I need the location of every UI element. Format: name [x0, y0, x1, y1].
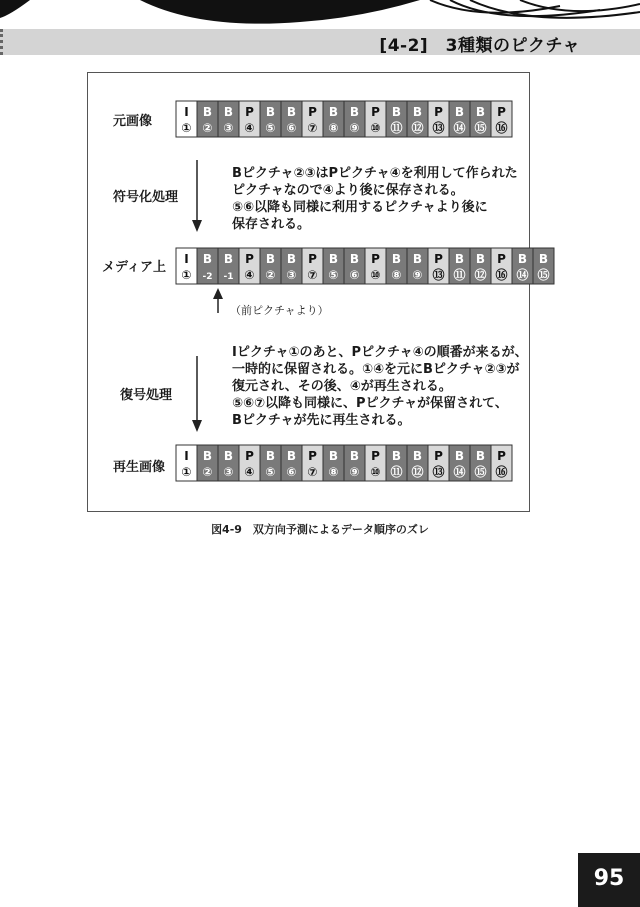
media-frame-number: ⑫: [474, 268, 487, 282]
original-frame-type: P: [308, 105, 317, 119]
original-frame-number: ③: [223, 121, 234, 135]
original-frame-16: [491, 101, 512, 137]
original-frame-number: ⑪: [390, 121, 403, 135]
media-frame-type: P: [245, 252, 254, 266]
encode-explanation: [232, 165, 518, 233]
media-frame-18: [533, 248, 554, 284]
strip-original: [175, 100, 520, 138]
original-frame-type: I: [184, 105, 189, 119]
original-frame-type: B: [223, 105, 234, 119]
playback-frame-type: I: [184, 449, 189, 463]
original-frame-number: ⑬: [432, 121, 445, 135]
media-frame-type: B: [412, 252, 423, 266]
playback-frame-number: ⑫: [411, 465, 424, 479]
playback-frame-number: ⑥: [286, 465, 297, 479]
label-media: メディア上: [102, 260, 166, 275]
media-frame-number: ⑧: [391, 268, 402, 282]
playback-frame-type: P: [371, 449, 380, 463]
original-frame-number: ⑥: [286, 121, 297, 135]
media-frame-type: B: [265, 252, 276, 266]
original-frame-number: ②: [202, 121, 213, 135]
playback-frame-number: ⑬: [432, 465, 445, 479]
media-frame-type: P: [308, 252, 317, 266]
media-frame-number: ⑮: [537, 268, 550, 282]
header-decoration: [0, 0, 640, 28]
media-frame-number: ②: [265, 268, 276, 282]
media-frame-number: ⑭: [516, 268, 529, 282]
original-frame-2: [197, 101, 218, 137]
playback-frame-number: ②: [202, 465, 213, 479]
playback-frame-type: P: [308, 449, 317, 463]
media-frame-number: ⑩: [370, 268, 381, 282]
playback-frame-10: [365, 445, 386, 481]
media-frame-type: I: [184, 252, 189, 266]
strip-media: [175, 247, 555, 285]
prev-picture-note: （前ピクチャより）: [230, 304, 329, 317]
media-frame-1: [176, 248, 197, 284]
playback-frame-type: P: [245, 449, 254, 463]
original-frame-8: [323, 101, 344, 137]
media-frame-11: [386, 248, 407, 284]
frame-strip-media: [175, 247, 555, 285]
media-frame-14: [449, 248, 470, 284]
original-frame-number: ⑦: [307, 121, 318, 135]
decode-line: Iピクチャ①のあと、Pピクチャ④の順番が来るが、: [232, 345, 528, 360]
page-number: 95: [593, 866, 625, 891]
media-frame-16: [491, 248, 512, 284]
playback-frame-number: ⑪: [390, 465, 403, 479]
playback-frame-15: [470, 445, 491, 481]
playback-frame-5: [260, 445, 281, 481]
playback-frame-3: [218, 445, 239, 481]
encode-line: ⑤⑥以降も同様に利用するピクチャより後に: [232, 200, 488, 215]
media-frame-number: ⑯: [495, 268, 508, 282]
media-frame-9: [344, 248, 365, 284]
media-frame-5: [260, 248, 281, 284]
original-frame-14: [449, 101, 470, 137]
playback-frame-2: [197, 445, 218, 481]
media-frame-number: ⑥: [349, 268, 360, 282]
original-frame-number: ⑫: [411, 121, 424, 135]
playback-frame-9: [344, 445, 365, 481]
playback-frame-type: P: [434, 449, 443, 463]
decode-explanation: [232, 344, 528, 429]
playback-frame-number: ⑮: [474, 465, 487, 479]
media-frame-number: -2: [202, 272, 213, 282]
original-frame-type: B: [454, 105, 465, 119]
original-frame-number: ⑭: [453, 121, 466, 135]
decode-line: ⑤⑥⑦以降も同様に、Pピクチャが保留されて、: [232, 396, 508, 411]
media-frame-type: B: [538, 252, 549, 266]
media-frame-4: [239, 248, 260, 284]
media-frame-number: ⑤: [328, 268, 339, 282]
original-frame-number: ⑨: [349, 121, 360, 135]
decode-line: Bピクチャが先に再生される。: [232, 413, 411, 428]
playback-frame-type: B: [412, 449, 423, 463]
frame-strip-original: [175, 100, 520, 138]
media-frame-number: ③: [286, 268, 297, 282]
original-frame-4: [239, 101, 260, 137]
media-frame-13: [428, 248, 449, 284]
playback-frame-7: [302, 445, 323, 481]
original-frame-9: [344, 101, 365, 137]
decode-line: 復元され、その後、④が再生される。: [232, 379, 452, 394]
media-frame-2: [197, 248, 218, 284]
playback-frame-number: ⑦: [307, 465, 318, 479]
original-frame-number: ⑤: [265, 121, 276, 135]
label-decode: 復号処理: [120, 388, 173, 403]
original-frame-type: B: [202, 105, 213, 119]
original-frame-type: B: [286, 105, 297, 119]
original-frame-1: [176, 101, 197, 137]
playback-frame-number: ①: [181, 465, 192, 479]
media-frame-3: [218, 248, 239, 284]
playback-frame-type: B: [265, 449, 276, 463]
down-arrow-decode: [189, 356, 205, 434]
playback-frame-1: [176, 445, 197, 481]
encode-line: Bピクチャ②③はPピクチャ④を利用して作られた: [232, 166, 518, 181]
media-frame-type: P: [434, 252, 443, 266]
original-frame-13: [428, 101, 449, 137]
original-frame-number: ④: [244, 121, 255, 135]
playback-frame-type: B: [328, 449, 339, 463]
section-title: [4-2] 3種類のピクチャ: [379, 36, 580, 56]
original-frame-15: [470, 101, 491, 137]
original-frame-type: P: [245, 105, 254, 119]
strip-playback: [175, 444, 520, 482]
media-frame-number: -1: [223, 272, 234, 282]
label-encode: 符号化処理: [113, 190, 179, 205]
media-frame-type: P: [497, 252, 506, 266]
media-frame-8: [323, 248, 344, 284]
original-frame-10: [365, 101, 386, 137]
media-frame-type: B: [454, 252, 465, 266]
media-frame-type: B: [391, 252, 402, 266]
original-frame-7: [302, 101, 323, 137]
original-frame-12: [407, 101, 428, 137]
media-frame-number: ⑦: [307, 268, 318, 282]
original-frame-type: B: [391, 105, 402, 119]
original-frame-6: [281, 101, 302, 137]
playback-frame-type: B: [391, 449, 402, 463]
playback-frame-type: B: [454, 449, 465, 463]
playback-frame-number: ⑨: [349, 465, 360, 479]
original-frame-type: P: [497, 105, 506, 119]
playback-frame-type: B: [202, 449, 213, 463]
playback-frame-14: [449, 445, 470, 481]
playback-frame-number: ③: [223, 465, 234, 479]
media-frame-type: B: [349, 252, 360, 266]
original-frame-type: B: [265, 105, 276, 119]
media-frame-number: ⑪: [453, 268, 466, 282]
label-original: 元画像: [113, 114, 153, 129]
media-frame-type: B: [202, 252, 213, 266]
original-frame-number: ⑩: [370, 121, 381, 135]
media-frame-10: [365, 248, 386, 284]
playback-frame-type: B: [475, 449, 486, 463]
original-frame-type: B: [349, 105, 360, 119]
up-arrow-prev: [210, 287, 226, 313]
original-frame-type: B: [412, 105, 423, 119]
original-frame-11: [386, 101, 407, 137]
media-frame-type: B: [517, 252, 528, 266]
media-frame-type: B: [286, 252, 297, 266]
playback-frame-4: [239, 445, 260, 481]
label-playback: 再生画像: [113, 460, 166, 475]
media-frame-12: [407, 248, 428, 284]
media-frame-type: B: [328, 252, 339, 266]
media-frame-15: [470, 248, 491, 284]
playback-frame-16: [491, 445, 512, 481]
encode-line: 保存される。: [232, 217, 311, 232]
playback-frame-number: ⑩: [370, 465, 381, 479]
figure-caption: 図4-9 双方向予測によるデータ順序のズレ: [211, 523, 429, 536]
playback-frame-number: ④: [244, 465, 255, 479]
frame-strip-playback: [175, 444, 520, 482]
playback-frame-13: [428, 445, 449, 481]
down-arrow-encode: [189, 160, 205, 234]
playback-frame-number: ⑭: [453, 465, 466, 479]
original-frame-number: ⑮: [474, 121, 487, 135]
original-frame-3: [218, 101, 239, 137]
media-frame-number: ①: [181, 268, 192, 282]
playback-frame-type: P: [497, 449, 506, 463]
playback-frame-number: ⑧: [328, 465, 339, 479]
encode-line: ピクチャなので④より後に保存される。: [232, 183, 464, 198]
playback-frame-12: [407, 445, 428, 481]
media-frame-number: ⑬: [432, 268, 445, 282]
original-frame-type: P: [434, 105, 443, 119]
decode-line: 一時的に保留される。①④を元にBピクチャ②③が: [232, 362, 520, 377]
playback-frame-number: ⑤: [265, 465, 276, 479]
playback-frame-8: [323, 445, 344, 481]
media-frame-number: ⑨: [412, 268, 423, 282]
original-frame-type: B: [328, 105, 339, 119]
playback-frame-number: ⑯: [495, 465, 508, 479]
media-frame-7: [302, 248, 323, 284]
media-frame-number: ④: [244, 268, 255, 282]
playback-frame-6: [281, 445, 302, 481]
playback-frame-11: [386, 445, 407, 481]
original-frame-type: B: [475, 105, 486, 119]
playback-frame-type: B: [286, 449, 297, 463]
original-frame-number: ⑯: [495, 121, 508, 135]
original-frame-number: ⑧: [328, 121, 339, 135]
playback-frame-type: B: [223, 449, 234, 463]
media-frame-type: B: [223, 252, 234, 266]
media-frame-6: [281, 248, 302, 284]
original-frame-number: ①: [181, 121, 192, 135]
media-frame-type: P: [371, 252, 380, 266]
media-frame-type: B: [475, 252, 486, 266]
original-frame-type: P: [371, 105, 380, 119]
playback-frame-type: B: [349, 449, 360, 463]
media-frame-17: [512, 248, 533, 284]
original-frame-5: [260, 101, 281, 137]
